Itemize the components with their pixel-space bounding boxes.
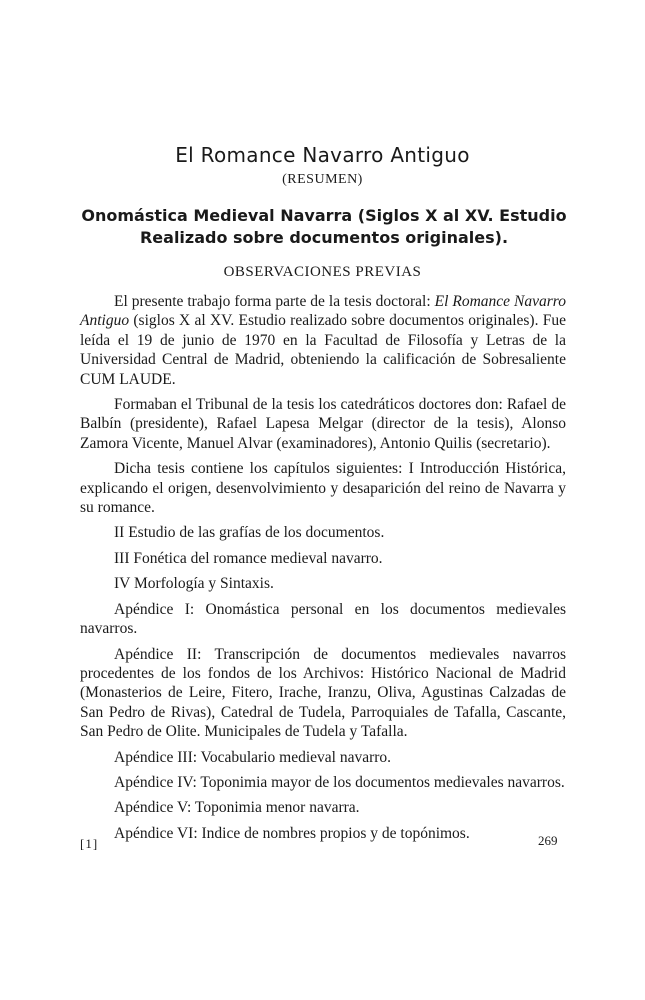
paragraph-chapters: Dicha tesis contiene los capítulos siguientes: I Introducción Histórica, explicando el origen, desenvolvimiento y desaparición del reino de Navarra y su romance.	[80, 460, 566, 517]
chapter-iv: IV Morfología y Sintaxis.	[114, 575, 274, 593]
chapter-ii: II Estudio de las grafías de los documentos.	[114, 524, 385, 542]
thesis-title-italic: El Romance Navarro Antiguo	[80, 293, 566, 330]
appendix-iii: Apéndice III: Vocabulario medieval navarro.	[114, 748, 392, 766]
paragraph-thesis-intro: El presente trabajo forma parte de la tesis doctoral:	[114, 293, 435, 310]
resumen-label: (RESUMEN)	[282, 172, 363, 187]
body-text	[80, 292, 566, 849]
chapter-iii: III Fonética del romance medieval navarro.	[114, 549, 383, 567]
appendix-iv: Apéndice IV: Toponimia mayor de los documentos medievales navarros.	[114, 773, 565, 791]
article-subtitle: Onomástica Medieval Navarra (Siglos X al XV. Estudio Realizado sobre documentos originales).	[81, 206, 567, 247]
appendix-vi: Apéndice VI: Indice de nombres propios y de topónimos.	[114, 824, 470, 842]
appendix-i: Apéndice I: Onomástica personal en los documentos medievales navarros.	[80, 600, 566, 638]
article-title: El Romance Navarro Antiguo	[175, 143, 470, 167]
footnote-marker: [1]	[80, 836, 99, 851]
appendix-v: Apéndice V: Toponimia menor navarra.	[114, 799, 360, 817]
paragraph-thesis-rest: (siglos X al XV. Estudio realizado sobre documentos originales). Fue leída el 19 de junio de 1970 en la Facultad de Filosofía y Letras de la Universidad Central de Madrid, obteniendo la calificación de Sobresaliente CUM LAUDE.	[80, 312, 566, 388]
page-number: 269	[538, 833, 558, 848]
appendix-ii: Apéndice II: Transcripción de documentos medievales navarros procedentes de los fondos de los Archivos: Histórico Nacional de Madrid (Monasterios de Leire, Fitero, Irache, Iranzu, Oliva, Agustinas Calzadas de San Pedro de Rivas), Catedral de Tudela, Parroquiales de Tafalla, Cascante, San Pedro de Olite. Municipales de Tudela y Tafalla.	[80, 645, 566, 741]
paragraph-thesis	[80, 292, 566, 389]
paragraph-tribunal: Formaban el Tribunal de la tesis los catedráticos doctores don: Rafael de Balbín (presidente), Rafael Lapesa Melgar (director de la tesis), Alonso Zamora Vicente, Manuel Alvar (examinadores), Antonio Quilis (secretario).	[80, 396, 566, 452]
section-heading: OBSERVACIONES PREVIAS	[223, 264, 422, 280]
